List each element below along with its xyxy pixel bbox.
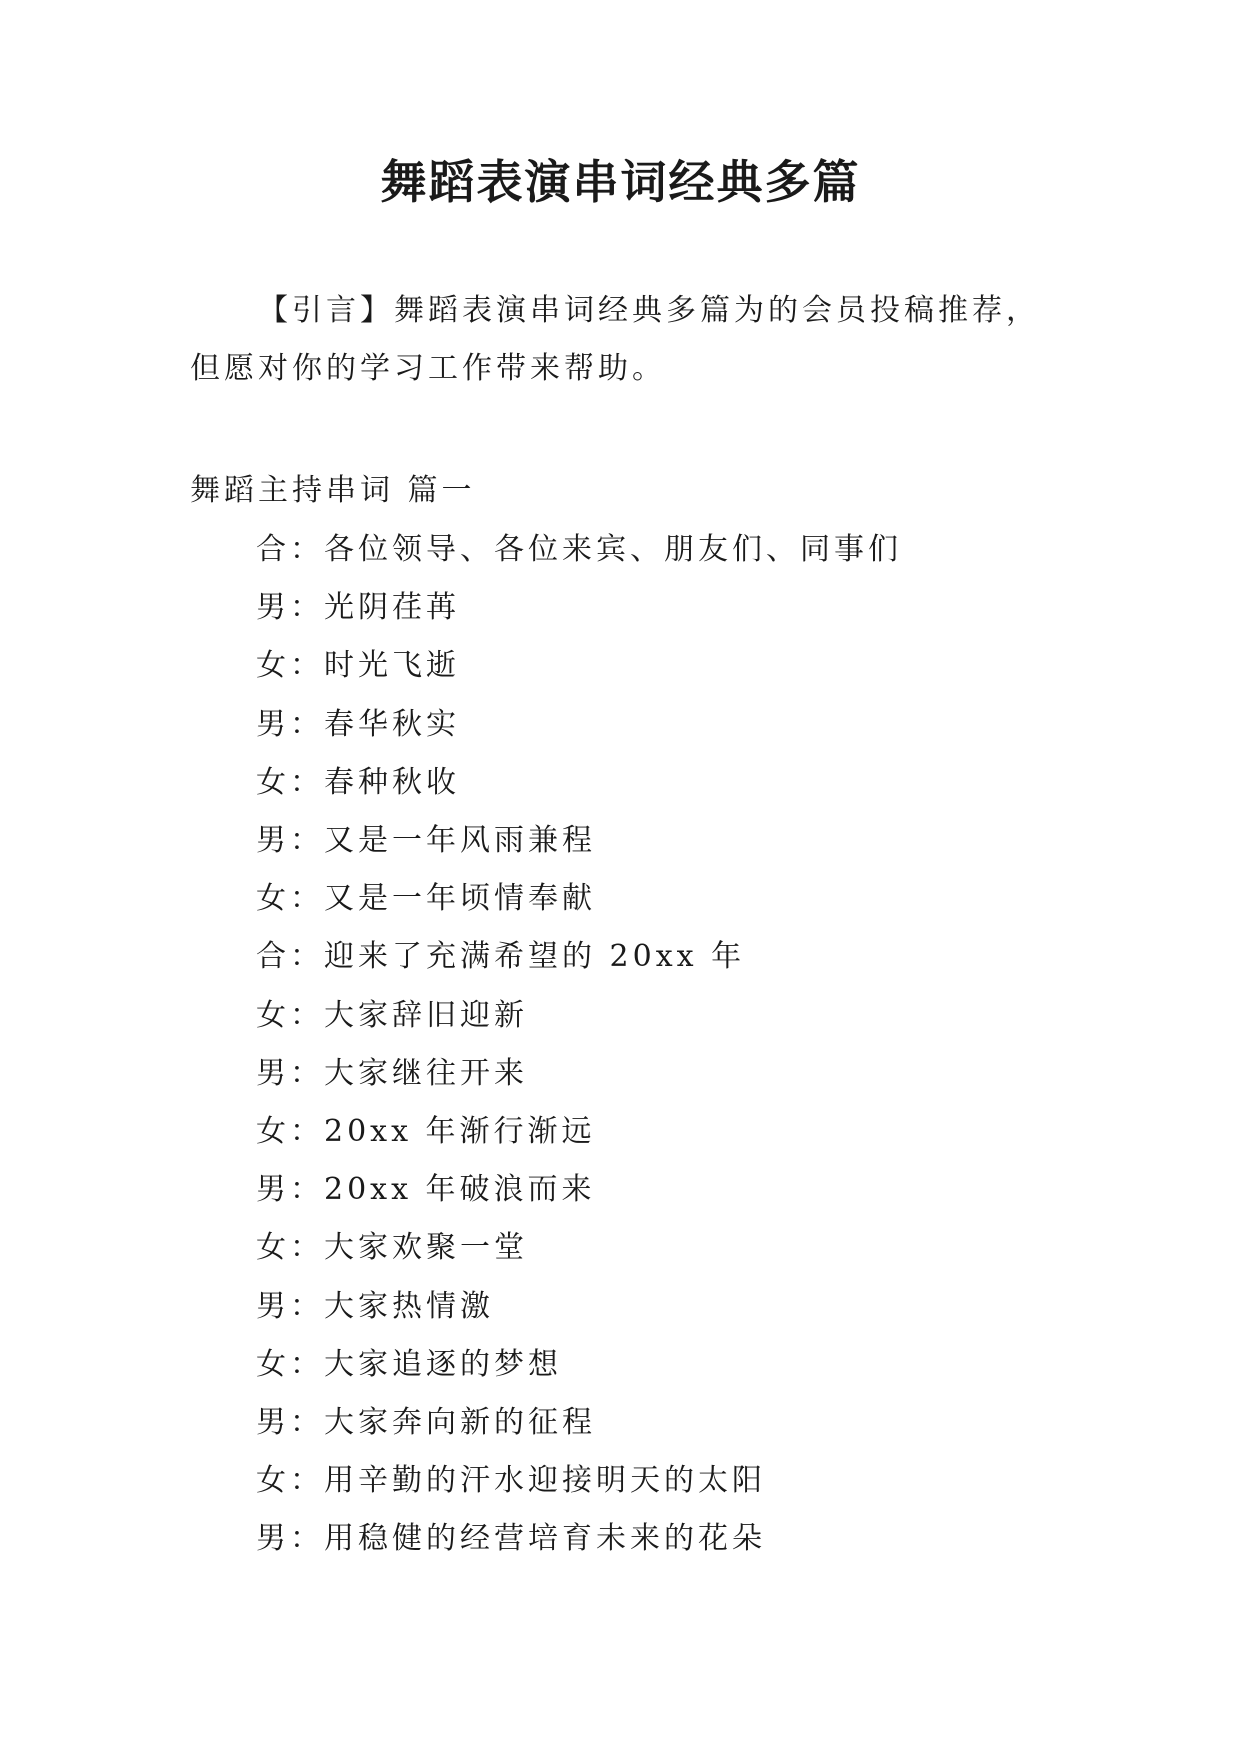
line-text: 20xx 年破浪而来 bbox=[324, 1172, 596, 1208]
section-heading: 舞蹈主持串词 篇一 bbox=[190, 473, 476, 508]
line-text: 大家追逐的梦想 bbox=[324, 1346, 562, 1382]
document-title: 舞蹈表演串词经典多篇 bbox=[380, 155, 861, 209]
line-text: 又是一年风雨兼程 bbox=[324, 823, 596, 859]
script-line bbox=[256, 812, 902, 870]
speaker-label: 男： bbox=[256, 590, 324, 626]
script-line bbox=[256, 1278, 902, 1336]
script-line bbox=[256, 1103, 902, 1161]
script-line bbox=[256, 579, 902, 637]
speaker-label: 女： bbox=[256, 1230, 324, 1266]
line-text: 光阴荏苒 bbox=[324, 590, 460, 626]
script-line bbox=[256, 1161, 902, 1219]
line-text: 迎来了充满希望的 20xx 年 bbox=[324, 939, 746, 975]
script-line bbox=[256, 1219, 902, 1277]
script-line bbox=[256, 987, 902, 1045]
line-text: 各位领导、各位来宾、朋友们、同事们 bbox=[324, 532, 902, 567]
script-line bbox=[256, 1045, 902, 1103]
script-line bbox=[256, 928, 902, 986]
speaker-label: 女： bbox=[256, 764, 324, 800]
line-text: 春种秋收 bbox=[324, 764, 460, 800]
speaker-label: 男： bbox=[256, 823, 324, 859]
script-line bbox=[256, 870, 902, 928]
speaker-label: 女： bbox=[256, 648, 324, 684]
script-line bbox=[256, 1394, 902, 1452]
script-line bbox=[256, 637, 902, 695]
line-text: 大家欢聚一堂 bbox=[324, 1230, 528, 1266]
line-text: 20xx 年渐行渐远 bbox=[324, 1114, 596, 1150]
script-line bbox=[256, 1452, 902, 1510]
intro-paragraph: 【引言】舞蹈表演串词经典多篇为的会员投稿推荐，但愿对你的学习工作带来帮助。 bbox=[190, 293, 1040, 386]
line-text: 又是一年顷情奉献 bbox=[324, 881, 596, 917]
line-text: 时光飞逝 bbox=[324, 648, 460, 684]
speaker-label: 女： bbox=[256, 997, 324, 1033]
speaker-label: 男： bbox=[256, 706, 324, 742]
line-text: 大家热情激 bbox=[324, 1288, 494, 1324]
script-lines bbox=[256, 521, 902, 1569]
script-line bbox=[256, 1510, 902, 1568]
speaker-label: 男： bbox=[256, 1521, 324, 1557]
line-text: 用辛勤的汗水迎接明天的太阳 bbox=[324, 1463, 766, 1499]
line-text: 大家奔向新的征程 bbox=[324, 1405, 596, 1441]
speaker-label: 女： bbox=[256, 1346, 324, 1382]
speaker-label: 女： bbox=[256, 1114, 324, 1150]
speaker-label: 男： bbox=[256, 1288, 324, 1324]
speaker-label: 合： bbox=[256, 532, 324, 567]
speaker-label: 女： bbox=[256, 881, 324, 917]
line-text: 大家辞旧迎新 bbox=[324, 997, 528, 1033]
speaker-label: 男： bbox=[256, 1405, 324, 1441]
speaker-label: 男： bbox=[256, 1172, 324, 1208]
speaker-label: 男： bbox=[256, 1055, 324, 1091]
script-line bbox=[256, 696, 902, 754]
line-text: 大家继往开来 bbox=[324, 1055, 528, 1091]
script-line bbox=[256, 521, 902, 579]
line-text: 用稳健的经营培育未来的花朵 bbox=[324, 1521, 766, 1557]
script-line bbox=[256, 1336, 902, 1394]
speaker-label: 合： bbox=[256, 939, 324, 975]
script-line bbox=[256, 754, 902, 812]
line-text: 春华秋实 bbox=[324, 706, 460, 742]
speaker-label: 女： bbox=[256, 1463, 324, 1499]
